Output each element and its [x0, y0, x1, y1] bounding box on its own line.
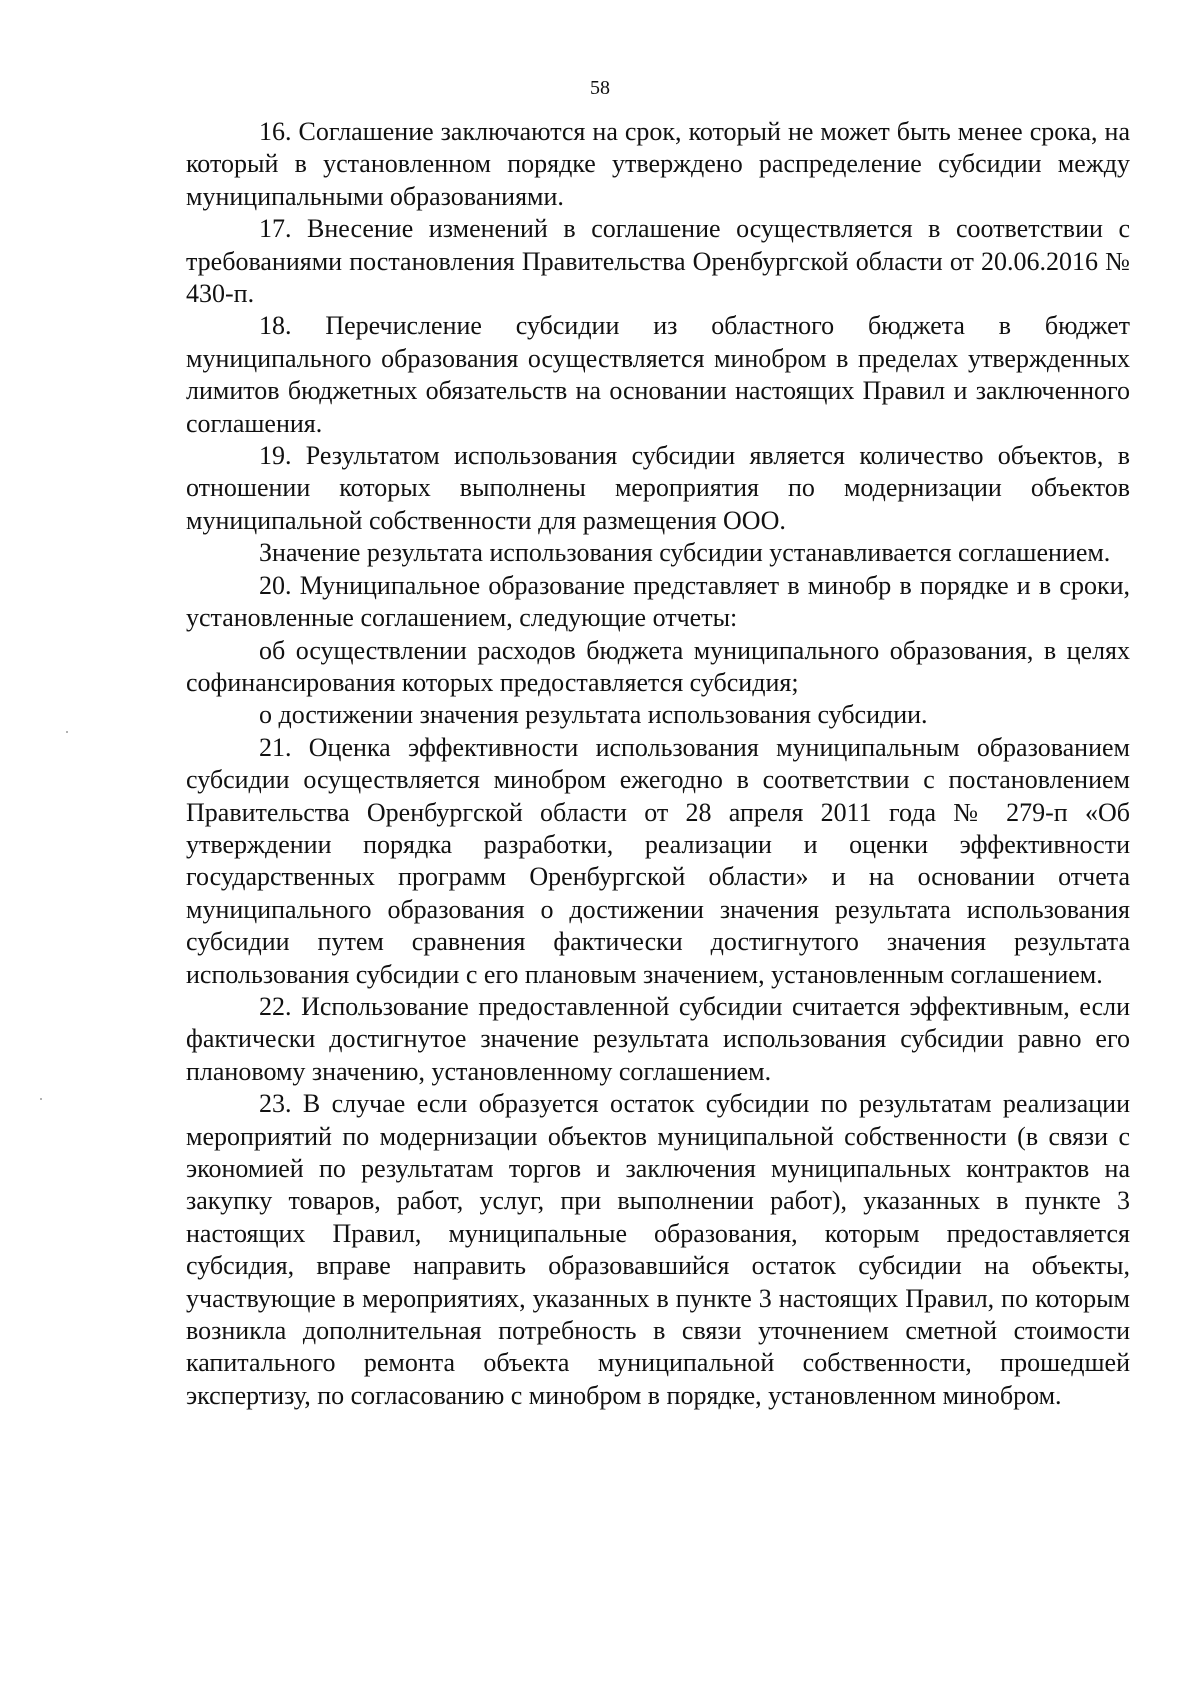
paragraph-21: 21. Оценка эффективности использования муниципальным образованием субсидии осуществляется минобром ежегодно в соответствии с постановлением Правительства Оренбургской области от 28 апреля 2011 года № 279-п «Об утверждении порядка разработки, реализации и оценки эффективности государственных программ Оренбургской области» и на основании отчета муниципального образования о достижении значения результата использования субсидии путем сравнения фактически достигнутого значения результата использования субсидии с его плановым значением, установленным соглашением.: [186, 732, 1130, 989]
paragraph-20-report-result: о достижении значения результата использования субсидии.: [259, 700, 928, 730]
paragraph-22: 22. Использование предоставленной субсидии считается эффективным, если фактически достигнутое значение результата использования субсидии равно его плановому значению, установленному соглашением.: [186, 991, 1130, 1086]
scan-speck: [66, 731, 68, 733]
paragraph-17: 17. Внесение изменений в соглашение осуществляется в соответствии с требованиями постановления Правительства Оренбургской области от 20.06.2016 № 430-п.: [186, 214, 1130, 309]
document-body: [186, 116, 1130, 1412]
paragraph-23: 23. В случае если образуется остаток субсидии по результатам реализации мероприятий по модернизации объектов муниципальной собственности (в связи с экономией по результатам торгов и заключения муниципальных контрактов на закупку товаров, работ, услуг, при выполнении работ), указанных в пункте 3 настоящих Правил, муниципальные образования, которым предоставляется субсидия, вправе направить образовавшийся остаток субсидии на объекты, участвующие в мероприятиях, указанных в пункте 3 настоящих Правил, по которым возникла дополнительная потребность в связи уточнением сметной стоимости капитального ремонта объекта муниципальной собственности, прошедшей экспертизу, по согласованию с минобром в порядке, установленном минобром.: [186, 1089, 1130, 1410]
scan-speck: [40, 1098, 42, 1100]
paragraph-16: 16. Соглашение заключаются на срок, который не может быть менее срока, на который в установленном порядке утверждено распределение субсидии между муниципальными образованиями.: [186, 117, 1130, 211]
paragraph-19-result-value: Значение результата использования субсидии устанавливается соглашением.: [259, 538, 1111, 568]
paragraph-20: 20. Муниципальное образование представляет в минобр в порядке и в сроки, установленные соглашением, следующие отчеты:: [186, 570, 1130, 633]
page-number: 58: [590, 77, 610, 99]
paragraph-19: 19. Результатом использования субсидии является количество объектов, в отношении которых выполнены мероприятия по модернизации объектов муниципальной собственности для размещения ООО.: [186, 441, 1130, 535]
paragraph-18: 18. Перечисление субсидии из областного бюджета в бюджет муниципального образования осуществляется минобром в пределах утвержденных лимитов бюджетных обязательств на основании настоящих Правил и заключенного соглашения.: [186, 311, 1130, 438]
paragraph-20-report-expenses: об осуществлении расходов бюджета муниципального образования, в целях софинансирования которых предоставляется субсидия;: [186, 635, 1130, 697]
